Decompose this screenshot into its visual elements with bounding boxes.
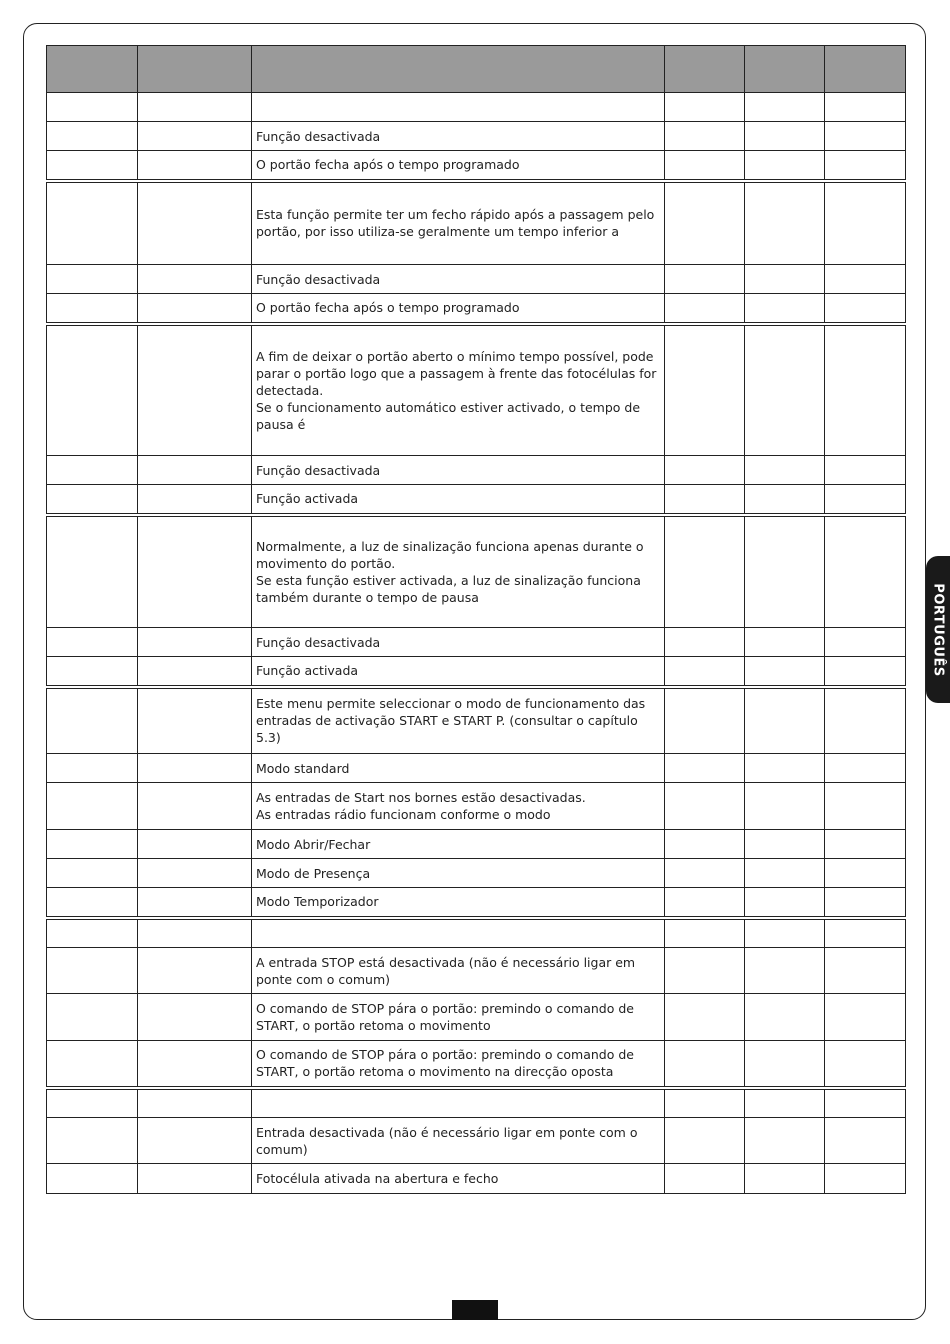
table-cell <box>138 265 252 294</box>
page-number-box <box>452 1300 498 1320</box>
description-cell <box>252 994 665 1041</box>
table-row <box>47 93 906 122</box>
table-cell <box>138 515 252 628</box>
description-cell: Modo Abrir/Fechar <box>252 830 665 859</box>
description-cell: Função desactivada <box>252 628 665 657</box>
table-cell <box>745 1118 825 1164</box>
table-cell <box>745 830 825 859</box>
table-cell <box>138 888 252 918</box>
table-cell <box>745 515 825 628</box>
table-cell <box>665 1118 745 1164</box>
header-cell <box>252 46 665 93</box>
description-cell <box>252 93 665 122</box>
table-row <box>47 485 906 515</box>
table-cell <box>825 994 906 1041</box>
description-line: parar o portão logo que a passagem à frente das fotocélulas for <box>256 365 657 381</box>
table-cell <box>665 324 745 456</box>
description-cell <box>252 1118 665 1164</box>
table-row <box>47 918 906 948</box>
table-row <box>47 657 906 687</box>
table-cell <box>138 93 252 122</box>
description-cell: Modo standard <box>252 754 665 783</box>
table-cell <box>665 754 745 783</box>
table-cell <box>825 324 906 456</box>
table-cell <box>745 657 825 687</box>
table-cell <box>47 830 138 859</box>
description-line: A entrada STOP está desactivada (não é necessário ligar em <box>256 954 636 970</box>
description-line: Se esta função estiver activada, a luz de sinalização funciona <box>256 572 641 588</box>
table-cell <box>825 918 906 948</box>
table-cell <box>665 830 745 859</box>
table-row <box>47 628 906 657</box>
table-cell <box>665 294 745 324</box>
table-cell <box>665 1088 745 1118</box>
table-cell <box>665 918 745 948</box>
table-cell <box>665 687 745 754</box>
table-cell <box>825 657 906 687</box>
table-row <box>47 830 906 859</box>
table-cell <box>138 151 252 181</box>
description-line: Normalmente, a luz de sinalização funciona apenas durante o <box>256 538 644 554</box>
table-cell <box>47 324 138 456</box>
description-line: Entrada desactivada (não é necessário ligar em ponte com o <box>256 1124 638 1140</box>
table-cell <box>825 830 906 859</box>
table-row <box>47 687 906 754</box>
table-cell <box>138 294 252 324</box>
description-cell: O portão fecha após o tempo programado <box>252 151 665 181</box>
table-cell <box>138 783 252 830</box>
table-cell <box>138 754 252 783</box>
description-line: Se o funcionamento automático estiver activado, o tempo de <box>256 399 641 415</box>
table-cell <box>745 122 825 151</box>
table-cell <box>745 181 825 265</box>
description-line: detectada. <box>256 382 324 398</box>
description-cell <box>252 948 665 994</box>
table-row <box>47 859 906 888</box>
table-cell <box>825 859 906 888</box>
table-cell <box>47 265 138 294</box>
table-cell <box>745 456 825 485</box>
table-cell <box>138 628 252 657</box>
table-cell <box>47 515 138 628</box>
table-row <box>47 122 906 151</box>
table-cell <box>138 324 252 456</box>
parameter-table <box>46 45 906 1194</box>
table-cell <box>47 948 138 994</box>
description-cell <box>252 783 665 830</box>
table-cell <box>138 830 252 859</box>
table-cell <box>47 754 138 783</box>
table-cell <box>825 151 906 181</box>
table-cell <box>825 485 906 515</box>
table-row <box>47 265 906 294</box>
table-cell <box>745 948 825 994</box>
table-cell <box>47 294 138 324</box>
table-cell <box>745 1041 825 1088</box>
description-line: As entradas rádio funcionam conforme o modo <box>256 807 551 822</box>
description-cell: Função activada <box>252 657 665 687</box>
table-cell <box>47 456 138 485</box>
description-line: O comando de STOP pára o portão: premindo o comando de <box>256 1047 634 1063</box>
table-cell <box>47 888 138 918</box>
description-line: ponte com o comum) <box>256 971 391 987</box>
table-cell <box>138 657 252 687</box>
language-side-tab <box>926 556 950 703</box>
table-cell <box>665 515 745 628</box>
table-row <box>47 754 906 783</box>
table-cell <box>825 783 906 830</box>
description-line: Este menu permite seleccionar o modo de funcionamento das <box>256 696 646 712</box>
table-cell <box>825 754 906 783</box>
header-cell <box>665 46 745 93</box>
table-cell <box>47 1118 138 1164</box>
table-row <box>47 515 906 628</box>
description-line: entradas de activação START e START P. (consultar o capítulo 5.3) <box>256 713 638 746</box>
table-cell <box>665 456 745 485</box>
description-cell: O portão fecha após o tempo programado <box>252 294 665 324</box>
table-cell <box>825 265 906 294</box>
table-cell <box>47 994 138 1041</box>
table-row <box>47 324 906 456</box>
description-line: também durante o tempo de pausa <box>256 589 479 605</box>
table-row <box>47 151 906 181</box>
table-cell <box>47 657 138 687</box>
table-cell <box>138 948 252 994</box>
description-line: movimento do portão. <box>256 555 396 571</box>
table-cell <box>47 122 138 151</box>
table-cell <box>745 1088 825 1118</box>
table-cell <box>825 181 906 265</box>
table-cell <box>825 948 906 994</box>
table-cell <box>47 1088 138 1118</box>
description-line: O comando de STOP pára o portão: premindo o comando de <box>256 1001 634 1016</box>
table-cell <box>665 93 745 122</box>
table-cell <box>825 1041 906 1088</box>
table-row <box>47 1041 906 1088</box>
description-cell <box>252 918 665 948</box>
table-cell <box>825 1164 906 1194</box>
description-cell: Função desactivada <box>252 265 665 294</box>
table-cell <box>665 1164 745 1194</box>
table-cell <box>665 485 745 515</box>
description-cell <box>252 1088 665 1118</box>
table-cell <box>138 181 252 265</box>
table-cell <box>665 265 745 294</box>
table-cell <box>138 1041 252 1088</box>
table-cell <box>665 122 745 151</box>
table-cell <box>745 754 825 783</box>
table-cell <box>745 265 825 294</box>
table-cell <box>745 485 825 515</box>
table-cell <box>47 93 138 122</box>
table-cell <box>47 628 138 657</box>
table-cell <box>825 687 906 754</box>
table-cell <box>745 994 825 1041</box>
table-cell <box>665 657 745 687</box>
table-cell <box>825 888 906 918</box>
table-cell <box>665 628 745 657</box>
description-cell: Fotocélula ativada na abertura e fecho <box>252 1164 665 1194</box>
table-row <box>47 783 906 830</box>
table-cell <box>825 122 906 151</box>
table-cell <box>47 687 138 754</box>
header-cell <box>47 46 138 93</box>
table-cell <box>745 324 825 456</box>
table-cell <box>138 1088 252 1118</box>
table-row <box>47 1118 906 1164</box>
table-header-row <box>47 46 906 93</box>
table-cell <box>825 628 906 657</box>
table-cell <box>665 151 745 181</box>
table-cell <box>745 888 825 918</box>
description-cell <box>252 181 665 265</box>
table-cell <box>47 1041 138 1088</box>
table-cell <box>47 151 138 181</box>
table-cell <box>745 628 825 657</box>
table-cell <box>745 783 825 830</box>
table-row <box>47 888 906 918</box>
table-cell <box>138 1118 252 1164</box>
description-line: START, o portão retoma o movimento <box>256 1018 491 1033</box>
description-cell: Função desactivada <box>252 456 665 485</box>
header-cell <box>825 46 906 93</box>
table-row <box>47 948 906 994</box>
description-cell: Função desactivada <box>252 122 665 151</box>
table-cell <box>745 859 825 888</box>
table-cell <box>138 918 252 948</box>
table-cell <box>745 687 825 754</box>
table-cell <box>665 181 745 265</box>
table-cell <box>138 859 252 888</box>
table-cell <box>138 485 252 515</box>
table-cell <box>47 859 138 888</box>
table-row <box>47 1164 906 1194</box>
table-row <box>47 1088 906 1118</box>
description-line: START, o portão retoma o movimento na direcção oposta <box>256 1064 614 1080</box>
header-cell <box>745 46 825 93</box>
table-cell <box>47 918 138 948</box>
description-line: A fim de deixar o portão aberto o mínimo tempo possível, pode <box>256 348 654 364</box>
table-cell <box>745 918 825 948</box>
table-body <box>47 93 906 1194</box>
table-cell <box>138 687 252 754</box>
table-cell <box>138 1164 252 1194</box>
description-cell: Função activada <box>252 485 665 515</box>
language-label: PORTUGUÊS <box>930 582 946 677</box>
table-row <box>47 456 906 485</box>
description-line: pausa é <box>256 416 306 432</box>
description-cell <box>252 515 665 628</box>
table-cell <box>665 859 745 888</box>
table-cell <box>665 783 745 830</box>
table-cell <box>665 948 745 994</box>
description-cell <box>252 324 665 456</box>
table-cell <box>138 122 252 151</box>
table-cell <box>745 151 825 181</box>
table-cell <box>665 888 745 918</box>
description-line: comum) <box>256 1141 308 1157</box>
table-cell <box>47 1164 138 1194</box>
table-row <box>47 181 906 265</box>
description-cell: Modo Temporizador <box>252 888 665 918</box>
table-cell <box>745 294 825 324</box>
description-cell <box>252 687 665 754</box>
table-cell <box>745 93 825 122</box>
description-cell: Modo de Presença <box>252 859 665 888</box>
description-line: As entradas de Start nos bornes estão desactivadas. <box>256 790 586 805</box>
header-cell <box>138 46 252 93</box>
table-cell <box>665 1041 745 1088</box>
table-cell <box>825 1088 906 1118</box>
description-line: Esta função permite ter um fecho rápido após a passagem pelo <box>256 207 655 223</box>
table-cell <box>825 93 906 122</box>
table-cell <box>745 1164 825 1194</box>
table-cell <box>47 783 138 830</box>
table-row <box>47 294 906 324</box>
table-cell <box>47 485 138 515</box>
table-cell <box>665 994 745 1041</box>
table-cell <box>138 994 252 1041</box>
table-cell <box>825 515 906 628</box>
table-cell <box>138 456 252 485</box>
table-row <box>47 994 906 1041</box>
table-cell <box>825 456 906 485</box>
table-cell <box>47 181 138 265</box>
description-cell <box>252 1041 665 1088</box>
table-cell <box>825 294 906 324</box>
table-cell <box>825 1118 906 1164</box>
description-line: portão, por isso utiliza-se geralmente um tempo inferior a <box>256 224 620 240</box>
